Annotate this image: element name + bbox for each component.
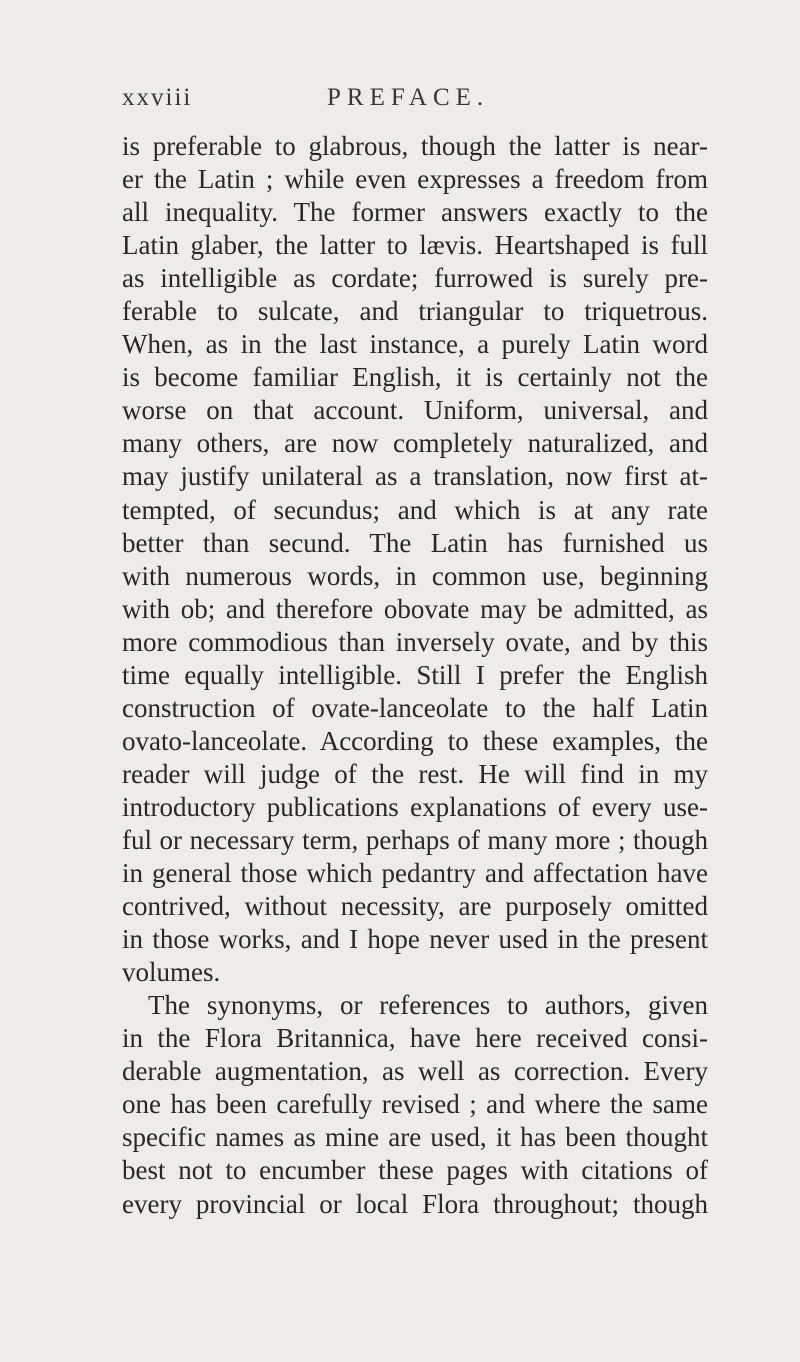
text-line: specific names as mine are used, it has been thought [122,1122,708,1153]
page-number: xxviii [122,84,193,111]
text-line: many others, are now completely naturalized, and [122,428,708,459]
text-line: is preferable to glabrous, though the latter is near- [122,131,708,161]
text-line: one has been carefully revised ; and where the same [122,1089,708,1120]
text-line: Latin glaber, the latter to lævis. Heartshaped is full [122,230,708,261]
text-line: all inequality. The former answers exactly to the [122,197,708,228]
text-line: derable augmentation, as well as correction. Every [122,1056,708,1087]
text-line: construction of ovate-lanceolate to the half Latin [122,692,708,723]
text-line: worse on that account. Uniform, universal, and [122,395,708,426]
text-line: in general those which pedantry and affectation have [122,858,708,889]
text-line: better than secund. The Latin has furnished us [122,527,708,558]
text-line: tempted, of secundus; and which is at any rate [122,494,708,525]
text-line: ovato-lanceolate. According to these examples, the [122,725,708,756]
text-line: best not to encumber these pages with citations of [122,1155,708,1186]
text-line: in the Flora Britannica, have here received consi- [122,1023,708,1054]
running-head: PREFACE. [327,84,490,111]
text-line: When, as in the last instance, a purely Latin word [122,329,708,360]
text-line: more commodious than inversely ovate, and by this [122,626,708,657]
text-line: with numerous words, in common use, beginning [122,560,708,591]
text-line-paragraph-start: The synonyms, or references to authors, given [148,990,708,1021]
text-line: contrived, without necessity, are purposely omitted [122,891,708,922]
text-line: ful or necessary term, perhaps of many more ; though [122,824,708,855]
text-line: ferable to sulcate, and triangular to triquetrous. [122,296,708,327]
text-line: reader will judge of the rest. He will find in my [122,758,708,789]
text-line-paragraph-end: volumes. [122,957,221,988]
body-text [122,130,708,1221]
text-line: is become familiar English, it is certainly not the [122,362,708,393]
page-header [122,84,682,114]
text-line: introductory publications explanations of every use- [122,791,708,822]
text-line: every provincial or local Flora throughout; though [122,1188,708,1219]
text-line: time equally intelligible. Still I prefer the English [122,659,708,690]
text-line: in those works, and I hope never used in the present [122,924,708,955]
text-line: with ob; and therefore obovate may be admitted, as [122,593,708,624]
text-line: may justify unilateral as a translation, now first at- [122,461,708,492]
text-line: er the Latin ; while even expresses a freedom from [122,164,708,195]
text-line: as intelligible as cordate; furrowed is surely pre- [122,263,708,294]
